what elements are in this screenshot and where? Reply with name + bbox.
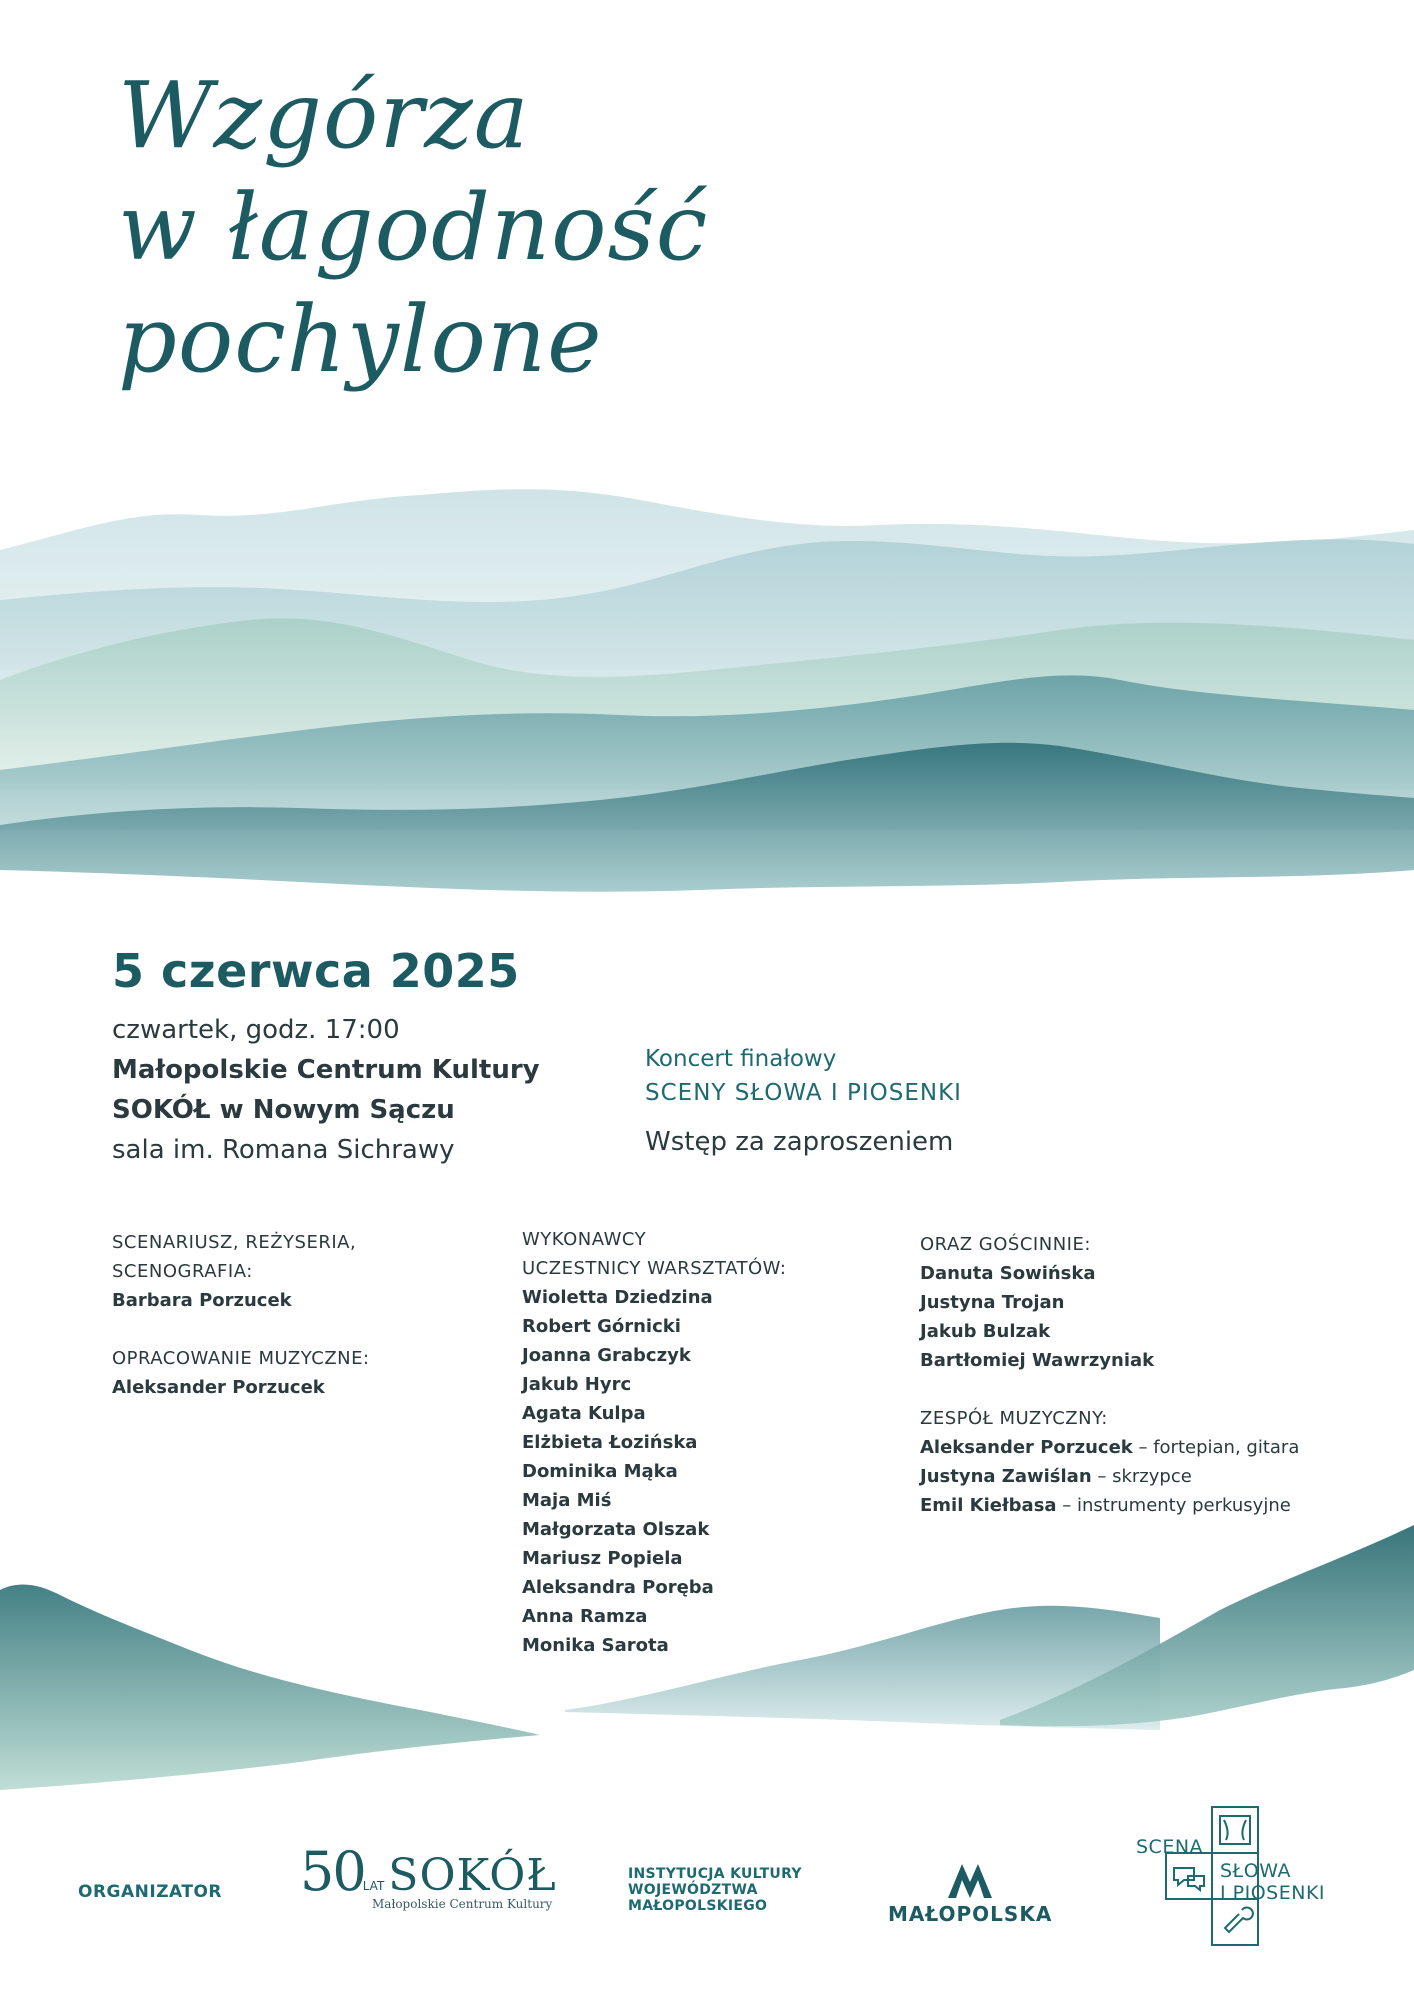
title-line-2: w łagodność	[118, 174, 709, 281]
band-member	[920, 1462, 1380, 1491]
performer: Robert Górnicki	[522, 1316, 681, 1337]
band-member	[920, 1433, 1380, 1462]
guests-label: ORAZ GOŚCINNIE:	[920, 1234, 1091, 1255]
sokol-logo-subtitle: Małopolskie Centrum Kultury	[372, 1897, 553, 1911]
title-line-3: pochylone	[118, 286, 603, 393]
poster-title	[118, 60, 878, 396]
music-label: OPRACOWANIE MUZYCZNE:	[112, 1348, 370, 1369]
event-date: 5 czerwca 2025	[112, 944, 520, 998]
scena-logo-word-1: SCENA	[1136, 1836, 1204, 1858]
sokol-logo-name: SOKÓŁ	[388, 1850, 557, 1901]
band-member-role: – instrumenty perkusyjne	[1056, 1495, 1291, 1516]
concert-name: SCENY SŁOWA I PIOSENKI	[645, 1080, 962, 1106]
venue-name-line-2: SOKÓŁ w Nowym Sączu	[112, 1095, 455, 1125]
organizer-label: ORGANIZATOR	[78, 1882, 223, 1902]
performer: Wioletta Dziedzina	[522, 1287, 713, 1308]
venue-hall: sala im. Romana Sichrawy	[112, 1135, 455, 1165]
performer: Anna Ramza	[522, 1606, 648, 1627]
title-line-1: Wzgórza	[118, 62, 530, 169]
performer: Agata Kulpa	[522, 1403, 646, 1424]
band-member-name: Aleksander Porzucek	[920, 1437, 1133, 1458]
sokol-logo-number: 50	[300, 1840, 365, 1903]
performer: Aleksandra Poręba	[522, 1577, 714, 1598]
malopolska-mountain-icon	[940, 1860, 1000, 1900]
guest: Bartłomiej Wawrzyniak	[920, 1350, 1155, 1371]
venue-name-line-1: Małopolskie Centrum Kultury	[112, 1055, 540, 1085]
credits-column-creators	[112, 1228, 442, 1402]
band-member-name: Emil Kiełbasa	[920, 1495, 1057, 1516]
performer: Joanna Grabczyk	[522, 1345, 691, 1366]
performer: Małgorzata Olszak	[522, 1519, 710, 1540]
institution-line-2: WOJEWÓDZTWA	[628, 1882, 758, 1898]
performer: Maja Miś	[522, 1490, 612, 1511]
scena-logo-word-3: I PIOSENKI	[1220, 1882, 1326, 1904]
mountains-illustration-top	[0, 470, 1414, 930]
malopolska-logo	[888, 1860, 1052, 1926]
band-member-role: – skrzypce	[1091, 1466, 1192, 1487]
performer: Dominika Mąka	[522, 1461, 678, 1482]
performer: Elżbieta Łozińska	[522, 1432, 698, 1453]
script-author: Barbara Porzucek	[112, 1290, 292, 1311]
entry-info: Wstęp za zaproszeniem	[645, 1127, 954, 1157]
concert-block	[645, 1042, 962, 1162]
sokol-logo-lat: LAT	[362, 1878, 385, 1893]
guest: Jakub Bulzak	[920, 1321, 1051, 1342]
event-day-time: czwartek, godz. 17:00	[112, 1015, 400, 1045]
band-label: ZESPÓŁ MUZYCZNY:	[920, 1408, 1108, 1429]
performer: Monika Sarota	[522, 1635, 669, 1656]
performer: Mariusz Popiela	[522, 1548, 683, 1569]
scena-logo-word-2: SŁOWA	[1220, 1860, 1291, 1882]
malopolska-logo-text: MAŁOPOLSKA	[888, 1902, 1053, 1926]
guest: Danuta Sowińska	[920, 1263, 1096, 1284]
institution-line-3: MAŁOPOLSKIEGO	[628, 1898, 768, 1914]
performers-label-line-2: UCZESTNICY WARSZTATÓW:	[522, 1258, 787, 1279]
performer: Jakub Hyrc	[522, 1374, 632, 1395]
concert-label: Koncert finałowy	[645, 1046, 837, 1072]
band-member-role: – fortepian, gitara	[1132, 1437, 1300, 1458]
venue-block	[112, 1010, 540, 1170]
band-member-name: Justyna Zawiślan	[920, 1466, 1092, 1487]
performers-label-line-1: WYKONAWCY	[522, 1229, 647, 1250]
music-author: Aleksander Porzucek	[112, 1377, 325, 1398]
script-label-line-1: SCENARIUSZ, REŻYSERIA,	[112, 1232, 357, 1253]
institution-label	[628, 1866, 802, 1914]
credits-column-guests	[920, 1230, 1380, 1520]
scena-logo	[1130, 1806, 1350, 1986]
sokol-logo	[300, 1840, 557, 1911]
guest: Justyna Trojan	[920, 1292, 1065, 1313]
institution-line-1: INSTYTUCJA KULTURY	[628, 1866, 802, 1882]
mountains-illustration-bottom	[0, 1500, 1414, 1800]
script-label-line-2: SCENOGRAFIA:	[112, 1261, 253, 1282]
